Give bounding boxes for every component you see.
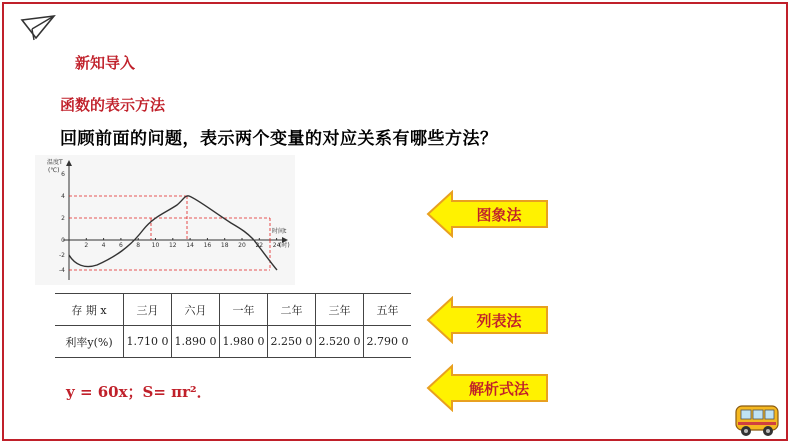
table-cell: 三月 — [124, 294, 172, 326]
x-tick-label: 12 — [168, 242, 177, 249]
x-tick-label: 2 — [84, 242, 89, 249]
x-tick-label: 6 — [118, 242, 123, 249]
table-cell: 二年 — [268, 294, 316, 326]
x-tick-label: 18 — [220, 242, 229, 249]
y-tick-label: 2 — [61, 215, 65, 222]
table-header-row — [55, 294, 411, 326]
table-row — [55, 326, 411, 358]
x-tick-label: 14 — [186, 242, 194, 249]
interest-rate-table — [55, 293, 411, 358]
y-tick-label: -4 — [59, 267, 65, 274]
table-cell: 1.980 0 — [220, 326, 268, 358]
x-tick-label: 24 — [272, 242, 281, 249]
x-axis-label: 时间t — [272, 228, 287, 235]
x-tick-label: 22 — [255, 242, 264, 249]
y-tick-label: 0 — [61, 237, 65, 244]
table-cell: 2.520 0 — [316, 326, 364, 358]
x-axis-unit: (时) — [279, 242, 290, 249]
subtitle: 函数的表示方法 — [60, 96, 166, 114]
table-cell: 三年 — [316, 294, 364, 326]
method-arrow-table — [426, 296, 550, 344]
method-label: 图象法 — [476, 206, 522, 224]
table-cell: 2.250 0 — [268, 326, 316, 358]
y-axis-unit: (℃) — [48, 167, 60, 174]
table-cell: 五年 — [364, 294, 412, 326]
table-cell: 1.710 0 — [124, 326, 172, 358]
y-axis-label: 温度T — [47, 159, 63, 166]
y-tick-label: -2 — [59, 252, 65, 259]
x-tick-label: 20 — [238, 242, 246, 249]
x-tick-label: 16 — [203, 242, 212, 249]
table-cell: 利率y(%) — [55, 326, 124, 358]
question-text: 回顾前面的问题，表示两个变量的对应关系有哪些方法？ — [60, 129, 498, 149]
table-cell: 六月 — [172, 294, 220, 326]
x-tick-label: 4 — [101, 242, 106, 249]
formula-text: y = 60x；S= πr²． — [66, 383, 212, 401]
table-cell: 1.890 0 — [172, 326, 220, 358]
section-title: 新知导入 — [75, 54, 136, 72]
x-tick-label: 8 — [136, 242, 141, 249]
table-cell: 一年 — [220, 294, 268, 326]
method-arrow-graph — [426, 190, 550, 238]
temperature-graph — [35, 155, 295, 285]
table-cell: 存 期 x — [55, 294, 124, 326]
method-label: 列表法 — [476, 312, 522, 330]
y-tick-label: 6 — [61, 171, 65, 178]
x-tick-label: 10 — [151, 242, 160, 249]
method-arrow-formula — [426, 364, 550, 412]
method-label: 解析式法 — [468, 380, 529, 398]
y-tick-label: 4 — [61, 193, 65, 200]
table-cell: 2.790 0 — [364, 326, 412, 358]
paper-plane-icon — [20, 14, 56, 42]
school-bus-icon — [734, 400, 780, 438]
